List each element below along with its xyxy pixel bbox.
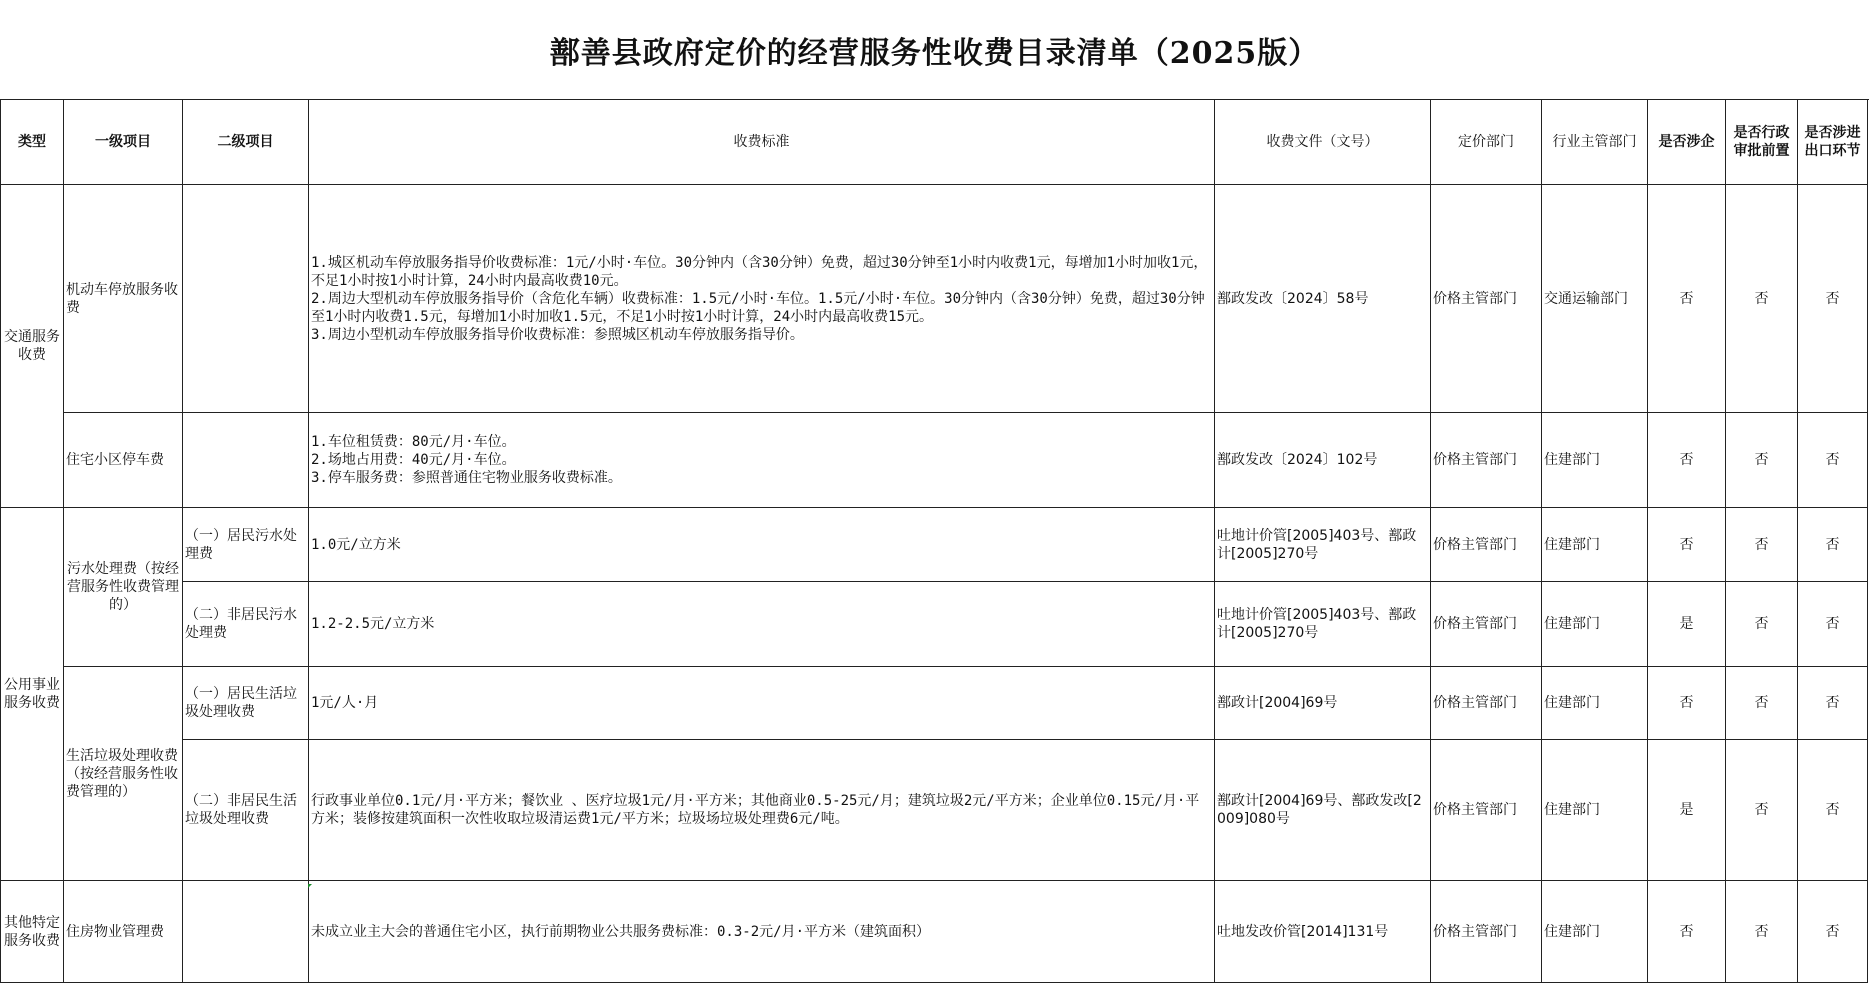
- admin-approval-cell: 否: [1726, 881, 1798, 983]
- level2-cell: （二）非居民生活垃圾处理收费: [183, 740, 309, 881]
- standard-line: 3.周边小型机动车停放服务指导价收费标准：参照城区机动车停放服务指导价。: [311, 326, 804, 343]
- industry-dept-cell: 住建部门: [1542, 881, 1648, 983]
- pricing-dept-cell: 价格主管部门: [1431, 582, 1542, 667]
- cell-comment-marker: [308, 884, 312, 888]
- pricing-dept-cell: 价格主管部门: [1431, 413, 1542, 508]
- doc-cell: 鄯政发改〔2024〕58号: [1215, 185, 1431, 413]
- doc-cell: 吐地计价管[2005]403号、鄯政计[2005]270号: [1215, 582, 1431, 667]
- doc-cell: 鄯政发改〔2024〕102号: [1215, 413, 1431, 508]
- group-cell-traffic: 交通服务收费: [1, 185, 64, 508]
- pricing-dept-cell: 价格主管部门: [1431, 881, 1542, 983]
- level1-cell: 污水处理费（按经营服务性收费管理的）: [64, 508, 183, 667]
- industry-dept-cell: 住建部门: [1542, 740, 1648, 881]
- doc-cell: 吐地计价管[2005]403号、鄯政计[2005]270号: [1215, 508, 1431, 582]
- header-doc: 收费文件（文号）: [1215, 100, 1431, 185]
- enterprise-cell: 否: [1648, 667, 1726, 740]
- standard-line: 2.周边大型机动车停放服务指导价（含危化车辆）收费标准：1.5元/小时·车位。1.5元/小时·车位。30分钟内（含30分钟）免费，超过30分钟至1小时内收费1.5元，每增加1小时加收1.5元，不足1小时按1小时计算，24小时内最高收费15元。: [311, 290, 1205, 325]
- enterprise-cell: 是: [1648, 740, 1726, 881]
- table-row: [1, 667, 1868, 740]
- standard-cell: 行政事业单位0.1元/月·平方米；餐饮业 、医疗垃圾1元/月·平方米；其他商业0.5-25元/月；建筑垃圾2元/平方米；企业单位0.15元/月·平方米；装修按建筑面积一次性收取垃圾清运费1元/平方米；垃圾场垃圾处理费6元/吨。: [309, 740, 1215, 881]
- doc-cell: 鄯政计[2004]69号、鄯政发改[2009]080号: [1215, 740, 1431, 881]
- pricing-dept-cell: 价格主管部门: [1431, 508, 1542, 582]
- standard-cell: [309, 413, 1215, 508]
- standard-cell: 1.2-2.5元/立方米: [309, 582, 1215, 667]
- standard-cell: [309, 185, 1215, 413]
- table-row: [1, 413, 1868, 508]
- industry-dept-cell: 住建部门: [1542, 582, 1648, 667]
- page-title: 鄯善县政府定价的经营服务性收费目录清单（2025版）: [549, 35, 1320, 71]
- level2-cell: [183, 881, 309, 983]
- table-row: [1, 508, 1868, 582]
- admin-approval-cell: 否: [1726, 185, 1798, 413]
- level2-cell: [183, 185, 309, 413]
- table-row: [1, 881, 1868, 983]
- level2-cell: （一）居民生活垃圾处理收费: [183, 667, 309, 740]
- industry-dept-cell: 交通运输部门: [1542, 185, 1648, 413]
- admin-approval-cell: 否: [1726, 667, 1798, 740]
- standard-line: 1.城区机动车停放服务指导价收费标准：1元/小时·车位。30分钟内（含30分钟）免费，超过30分钟至1小时内收费1元，每增加1小时加收1元，不足1小时按1小时计算，24小时内最高收费10元。: [311, 254, 1208, 289]
- table-row: [1, 740, 1868, 881]
- title-row: [0, 0, 1869, 100]
- header-row: [1, 100, 1868, 185]
- header-level2: 二级项目: [183, 100, 309, 185]
- import-export-cell: 否: [1798, 582, 1868, 667]
- admin-approval-cell: 否: [1726, 413, 1798, 508]
- industry-dept-cell: 住建部门: [1542, 413, 1648, 508]
- header-standard: 收费标准: [309, 100, 1215, 185]
- pricing-dept-cell: 价格主管部门: [1431, 740, 1542, 881]
- doc-cell: 吐地发改价管[2014]131号: [1215, 881, 1431, 983]
- enterprise-cell: 否: [1648, 413, 1726, 508]
- header-type: 类型: [1, 100, 64, 185]
- admin-approval-cell: 否: [1726, 740, 1798, 881]
- standard-line: 3.停车服务费：参照普通住宅物业服务收费标准。: [311, 470, 622, 486]
- import-export-cell: 否: [1798, 881, 1868, 983]
- industry-dept-cell: 住建部门: [1542, 667, 1648, 740]
- industry-dept-cell: 住建部门: [1542, 508, 1648, 582]
- level1-cell: 住房物业管理费: [64, 881, 183, 983]
- fee-catalog-table: [0, 99, 1868, 983]
- table-row: [1, 185, 1868, 413]
- header-pricing-dept: 定价部门: [1431, 100, 1542, 185]
- header-admin-approval: 是否行政审批前置: [1726, 100, 1798, 185]
- table-row: [1, 582, 1868, 667]
- import-export-cell: 否: [1798, 508, 1868, 582]
- import-export-cell: 否: [1798, 413, 1868, 508]
- pricing-dept-cell: 价格主管部门: [1431, 667, 1542, 740]
- admin-approval-cell: 否: [1726, 582, 1798, 667]
- level2-cell: （一）居民污水处理费: [183, 508, 309, 582]
- standard-cell: 未成立业主大会的普通住宅小区，执行前期物业公共服务费标准：0.3-2元/月·平方米（建筑面积）: [309, 881, 1215, 983]
- enterprise-cell: 否: [1648, 881, 1726, 983]
- enterprise-cell: 否: [1648, 508, 1726, 582]
- import-export-cell: 否: [1798, 667, 1868, 740]
- import-export-cell: 否: [1798, 740, 1868, 881]
- standard-cell: 1.0元/立方米: [309, 508, 1215, 582]
- enterprise-cell: 是: [1648, 582, 1726, 667]
- enterprise-cell: 否: [1648, 185, 1726, 413]
- level2-cell: [183, 413, 309, 508]
- standard-line: 1.车位租赁费：80元/月·车位。: [311, 434, 516, 450]
- header-level1: 一级项目: [64, 100, 183, 185]
- admin-approval-cell: 否: [1726, 508, 1798, 582]
- level1-cell: 住宅小区停车费: [64, 413, 183, 508]
- doc-cell: 鄯政计[2004]69号: [1215, 667, 1431, 740]
- standard-cell: 1元/人·月: [309, 667, 1215, 740]
- import-export-cell: 否: [1798, 185, 1868, 413]
- group-cell-public: 公用事业服务收费: [1, 508, 64, 881]
- header-import-export: 是否涉进出口环节: [1798, 100, 1868, 185]
- standard-line: 2.场地占用费：40元/月·车位。: [311, 452, 516, 468]
- level1-cell: 生活垃圾处理收费（按经营服务性收费管理的）: [64, 667, 183, 881]
- header-industry-dept: 行业主管部门: [1542, 100, 1648, 185]
- pricing-dept-cell: 价格主管部门: [1431, 185, 1542, 413]
- header-enterprise: 是否涉企: [1648, 100, 1726, 185]
- group-cell-other: 其他特定服务收费: [1, 881, 64, 983]
- level2-cell: （二）非居民污水处理费: [183, 582, 309, 667]
- level1-cell: 机动车停放服务收费: [64, 185, 183, 413]
